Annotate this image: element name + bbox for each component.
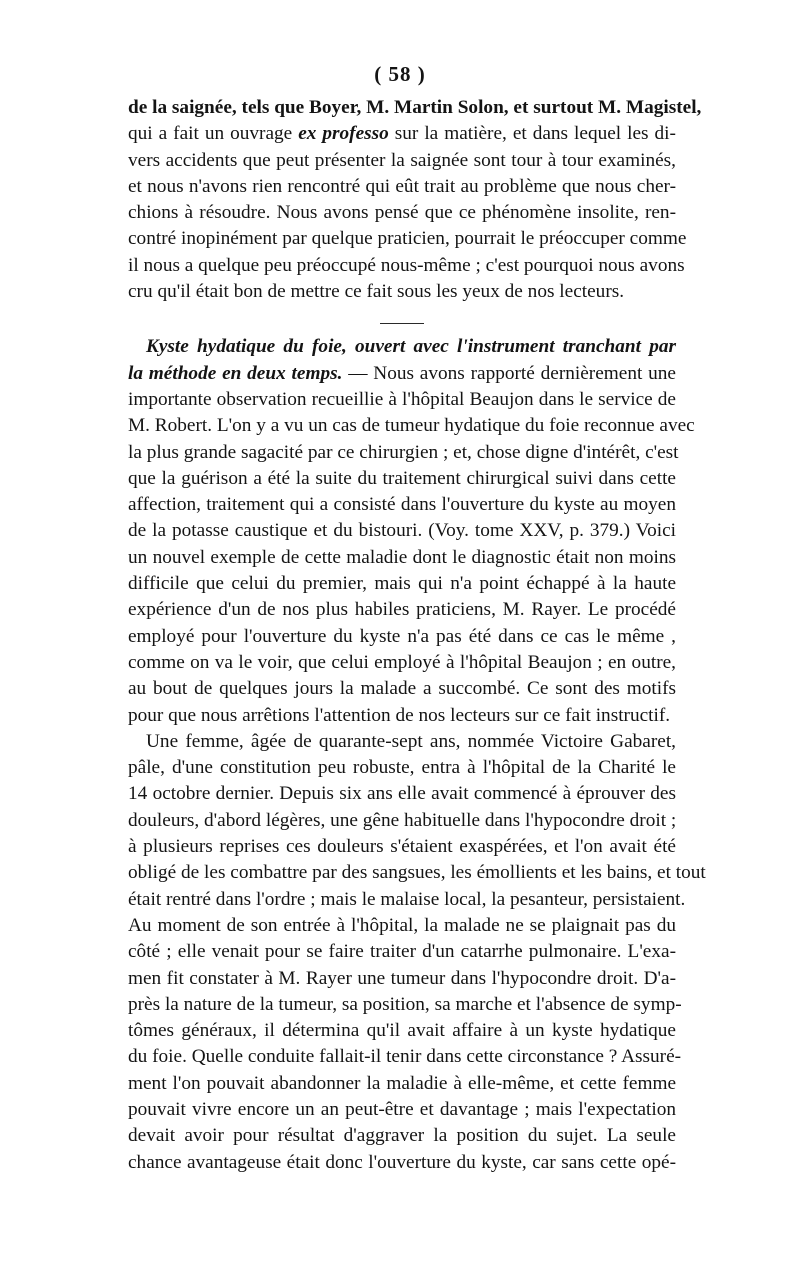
- text-line: chions à résoudre. Nous avons pensé que ce phénomène insolite, ren-: [128, 202, 676, 224]
- paragraph-case-report: [128, 729, 706, 1176]
- text-line: pour que nous arrêtions l'attention de nos lecteurs sur ce fait instructif.: [128, 704, 671, 726]
- text-line: ment l'on pouvait abandonner la maladie à elle-même, et cette femme: [128, 1072, 676, 1094]
- text-line: Au moment de son entrée à l'hôpital, la malade ne se plaignait pas du: [128, 914, 676, 936]
- text-span: qui a fait un ouvrage: [128, 123, 293, 145]
- text-line: à plusieurs reprises ces douleurs s'étaient exaspérées, et l'on avait été: [128, 836, 676, 858]
- text-line: au bout de quelques jours la malade a succombé. Ce sont des motifs: [128, 678, 676, 700]
- text-line: près la nature de la tumeur, sa position, sa marche et l'absence de symp-: [128, 993, 682, 1015]
- page-number: ( 58 ): [374, 62, 426, 86]
- text-line: employé pour l'ouverture du kyste n'a pas été dans ce cas le même ,: [128, 625, 676, 647]
- text-line: du foie. Quelle conduite fallait-il tenir dans cette circonstance ? Assuré-: [128, 1046, 682, 1068]
- text-line: obligé de les combattre par des sangsues, les émollients et les bains, et tout: [128, 862, 706, 884]
- text-line: et nous n'avons rien rencontré qui eût trait au problème que nous cher-: [128, 175, 676, 197]
- article-title: Kyste hydatique du foie, ouvert avec l'instrument tranchant par: [146, 336, 676, 358]
- text-line: vers accidents que peut présenter la saignée sont tour à tour examinés,: [128, 149, 676, 171]
- body-text: [128, 95, 706, 1176]
- text-line: tômes généraux, il détermina qu'il avait affaire à un kyste hydatique: [128, 1020, 676, 1042]
- text-line: pouvait vivre encore un an peut-être et davantage ; mais l'expectation: [128, 1098, 676, 1120]
- text-line: de la saignée, tels que Boyer, M. Martin Solon, et surtout M. Magistel,: [128, 97, 702, 118]
- text-line: difficile que celui du premier, mais qui n'a point échappé à la haute: [128, 573, 676, 595]
- text-line: men fit constater à M. Rayer une tumeur dans l'hypocondre droit. D'a-: [128, 967, 676, 989]
- text-line: importante observation recueillie à l'hôpital Beaujon dans le service de: [128, 388, 676, 410]
- text-line: un nouvel exemple de cette maladie dont le diagnostic était non moins: [128, 546, 676, 568]
- text-line: il nous a quelque peu préoccupé nous-même ; c'est pourquoi nous avons: [128, 254, 685, 276]
- latin-phrase: ex professo: [298, 123, 389, 145]
- text-line: douleurs, d'abord légères, une gêne habituelle dans l'hypocondre droit ;: [128, 809, 677, 831]
- text-line: comme on va le voir, que celui employé à l'hôpital Beaujon ; en outre,: [128, 651, 676, 673]
- section-divider: [380, 323, 424, 324]
- article-title-end: la méthode en deux temps.: [128, 362, 343, 384]
- text-line: devait avoir pour résultat d'aggraver la position du sujet. La seule: [128, 1125, 676, 1147]
- text-line: cru qu'il était bon de mettre ce fait sous les yeux de nos lecteurs.: [128, 281, 625, 303]
- text-line: 14 octobre dernier. Depuis six ans elle avait commencé à éprouver des: [128, 783, 676, 805]
- text-line: [128, 361, 676, 387]
- text-line: [128, 121, 676, 147]
- text-line: expérience d'un de nos plus habiles praticiens, M. Rayer. Le procédé: [128, 599, 676, 621]
- text-line: pâle, d'une constitution peu robuste, entra à l'hôpital de la Charité le: [128, 757, 676, 779]
- text-line: de la potasse caustique et du bistouri. (Voy. tome XXV, p. 379.) Voici: [128, 520, 676, 542]
- text-span: — Nous avons rapporté dernièrement une: [342, 362, 676, 384]
- text-span: sur la matière, et dans lequel les di-: [394, 123, 676, 145]
- text-line: M. Robert. L'on y a vu un cas de tumeur hydatique du foie reconnue avec: [128, 415, 695, 437]
- article-kyste-hydatique: [128, 334, 695, 728]
- text-line: contré inopinément par quelque praticien, pourrait le préoccuper comme: [128, 228, 687, 250]
- paragraph-intro-continued: [128, 95, 702, 305]
- text-line: était rentré dans l'ordre ; mais le malaise local, la pesanteur, persistaient.: [128, 888, 686, 910]
- text-line: la plus grande sagacité par ce chirurgien ; et, chose digne d'intérêt, c'est: [128, 441, 679, 463]
- text-line: chance avantageuse était donc l'ouverture du kyste, car sans cette opé-: [128, 1151, 676, 1173]
- text-line: Une femme, âgée de quarante-sept ans, nommée Victoire Gabaret,: [146, 730, 676, 752]
- text-line: que la guérison a été la suite du traitement chirurgical suivi dans cette: [128, 467, 676, 489]
- text-line: affection, traitement qui a consisté dans l'ouverture du kyste au moyen: [128, 494, 676, 516]
- text-line: côté ; elle venait pour se faire traiter d'un catarrhe pulmonaire. L'exa-: [128, 941, 676, 963]
